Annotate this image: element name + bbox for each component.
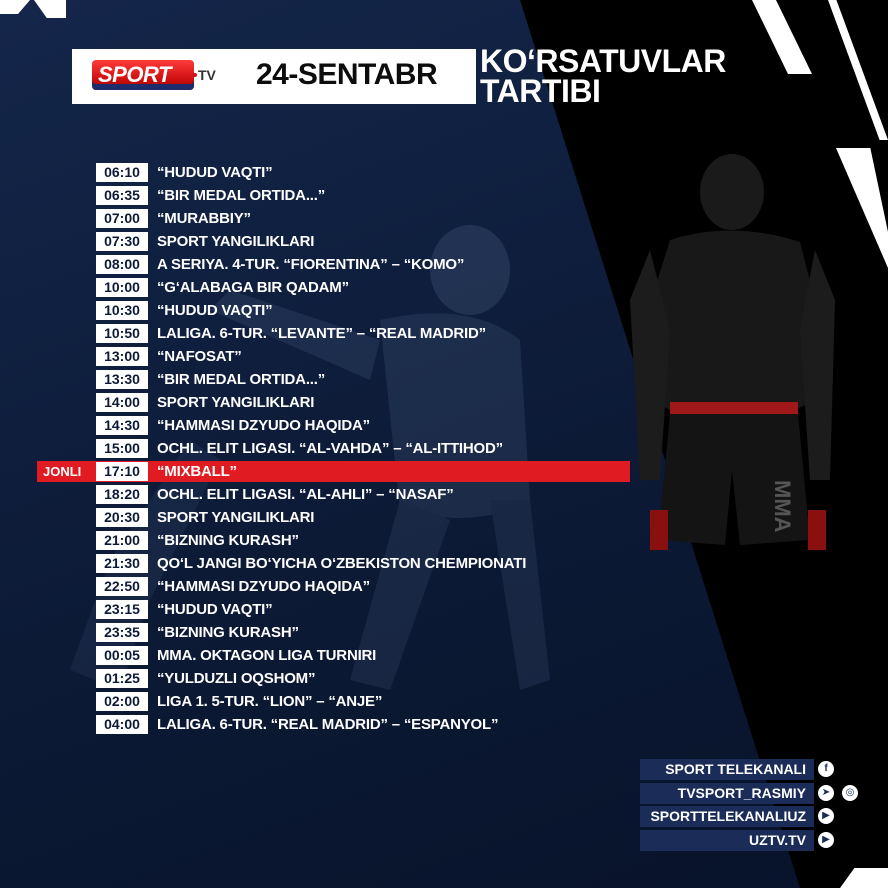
schedule-row	[0, 276, 640, 299]
logo-dot	[193, 73, 197, 77]
social-links	[630, 758, 855, 852]
schedule-show-title: “MIXBALL”	[157, 463, 237, 480]
schedule-show-title: “HUDUD VAQTI”	[157, 302, 273, 319]
social-link-label[interactable]: UZTV.TV	[640, 830, 814, 851]
schedule-show-title: OCHL. ELIT LIGASI. “AL-AHLI” – “NASAF”	[157, 486, 454, 503]
schedule-time: 10:30	[96, 301, 148, 320]
schedule-time: 07:30	[96, 232, 148, 251]
schedule-show-title: LALIGA. 6-TUR. “LEVANTE” – “REAL MADRID”	[157, 325, 486, 342]
schedule-row	[0, 598, 640, 621]
social-link-row[interactable]	[630, 805, 840, 829]
facebook-icon[interactable]: f	[818, 761, 834, 777]
schedule-time: 00:05	[96, 646, 148, 665]
schedule-row	[0, 322, 640, 345]
social-link-label[interactable]: SPORT TELEKANALI	[640, 759, 814, 780]
schedule-time: 02:00	[96, 692, 148, 711]
schedule-show-title: SPORT YANGILIKLARI	[157, 394, 315, 411]
schedule-time: 06:35	[96, 186, 148, 205]
schedule-row	[0, 299, 640, 322]
schedule-row	[0, 391, 640, 414]
schedule-row	[0, 414, 640, 437]
schedule-show-title: LIGA 1. 5-TUR. “LION” – “ANJE”	[157, 693, 383, 710]
schedule-row	[0, 529, 640, 552]
schedule-time: 17:10	[96, 462, 148, 481]
schedule-time: 23:35	[96, 623, 148, 642]
schedule-show-title: “HUDUD VAQTI”	[157, 164, 273, 181]
schedule-show-title: QO‘L JANGI BO‘YICHA O‘ZBEKISTON CHEMPIONATI	[157, 555, 527, 572]
schedule-date: 24-SENTABR	[256, 58, 438, 91]
schedule-time: 06:10	[96, 163, 148, 182]
schedule-row	[0, 253, 640, 276]
schedule-time: 04:00	[96, 715, 148, 734]
social-link-row[interactable]	[630, 758, 840, 782]
schedule-row	[0, 161, 640, 184]
schedule-show-title: “HUDUD VAQTI”	[157, 601, 273, 618]
title-line-2: TARTIBI	[480, 73, 601, 109]
schedule-show-title: “BIZNING KURASH”	[157, 532, 299, 549]
schedule-time: 14:30	[96, 416, 148, 435]
instagram-icon[interactable]: ◎	[842, 785, 858, 801]
schedule-show-title: SPORT YANGILIKLARI	[157, 233, 315, 250]
schedule-row	[0, 345, 640, 368]
schedule-show-title: “BIR MEDAL ORTIDA...”	[157, 371, 326, 388]
fighter-image	[630, 150, 840, 570]
schedule-show-title: LALIGA. 6-TUR. “REAL MADRID” – “ESPANYOL”	[157, 716, 499, 733]
schedule-show-title: “HAMMASI DZYUDO HAQIDA”	[157, 417, 370, 434]
schedule-row	[0, 230, 640, 253]
schedule-time: 20:30	[96, 508, 148, 527]
social-link-label[interactable]: TVSPORT_RASMIY	[640, 783, 814, 804]
live-label: JONLI	[43, 464, 82, 479]
schedule-show-title: A SERIYA. 4-TUR. “FIORENTINA” – “KOMO”	[157, 256, 465, 273]
schedule-time: 18:20	[96, 485, 148, 504]
schedule-list	[0, 161, 640, 736]
schedule-row	[0, 690, 640, 713]
schedule-row	[0, 437, 640, 460]
schedule-row	[0, 552, 640, 575]
schedule-row-live	[0, 460, 640, 483]
schedule-row	[0, 575, 640, 598]
title-line-1: KO‘RSATUVLAR	[480, 43, 726, 79]
schedule-row	[0, 184, 640, 207]
schedule-time: 10:50	[96, 324, 148, 343]
schedule-time: 13:30	[96, 370, 148, 389]
schedule-show-title: “BIZNING KURASH”	[157, 624, 299, 641]
schedule-time: 14:00	[96, 393, 148, 412]
schedule-time: 21:30	[96, 554, 148, 573]
schedule-show-title: SPORT YANGILIKLARI	[157, 509, 315, 526]
schedule-show-title: MMA. OKTAGON LIGA TURNIRI	[157, 647, 377, 664]
logo-tv-text: TV	[198, 67, 216, 83]
schedule-time: 13:00	[96, 347, 148, 366]
schedule-time: 22:50	[96, 577, 148, 596]
social-link-row[interactable]	[630, 782, 855, 806]
schedule-show-title: “YULDUZLI OQSHOM”	[157, 670, 316, 687]
social-link-row[interactable]	[630, 829, 840, 853]
schedule-row	[0, 644, 640, 667]
telegram-icon[interactable]: ➤	[818, 785, 834, 801]
schedule-row	[0, 621, 640, 644]
schedule-row	[0, 483, 640, 506]
schedule-show-title: “G‘ALABAGA BIR QADAM”	[157, 279, 349, 296]
schedule-time: 08:00	[96, 255, 148, 274]
schedule-time: 07:00	[96, 209, 148, 228]
svg-text:MMA: MMA	[770, 480, 795, 533]
schedule-show-title: “HAMMASI DZYUDO HAQIDA”	[157, 578, 370, 595]
youtube-icon[interactable]: ▶	[818, 808, 834, 824]
schedule-row	[0, 207, 640, 230]
schedule-show-title: OCHL. ELIT LIGASI. “AL-VAHDA” – “AL-ITTIHOD”	[157, 440, 503, 457]
schedule-show-title: “NAFOSAT”	[157, 348, 242, 365]
schedule-show-title: “MURABBIY”	[157, 210, 251, 227]
schedule-time: 01:25	[96, 669, 148, 688]
schedule-row	[0, 713, 640, 736]
schedule-time: 15:00	[96, 439, 148, 458]
schedule-row	[0, 667, 640, 690]
schedule-row	[0, 368, 640, 391]
schedule-row	[0, 506, 640, 529]
schedule-time: 10:00	[96, 278, 148, 297]
social-link-label[interactable]: SPORTTELEKANALIUZ	[640, 806, 814, 827]
play-icon[interactable]: ▶	[818, 832, 834, 848]
logo-text: SPORT	[98, 62, 171, 87]
schedule-show-title: “BIR MEDAL ORTIDA...”	[157, 187, 326, 204]
schedule-time: 23:15	[96, 600, 148, 619]
schedule-time: 21:00	[96, 531, 148, 550]
